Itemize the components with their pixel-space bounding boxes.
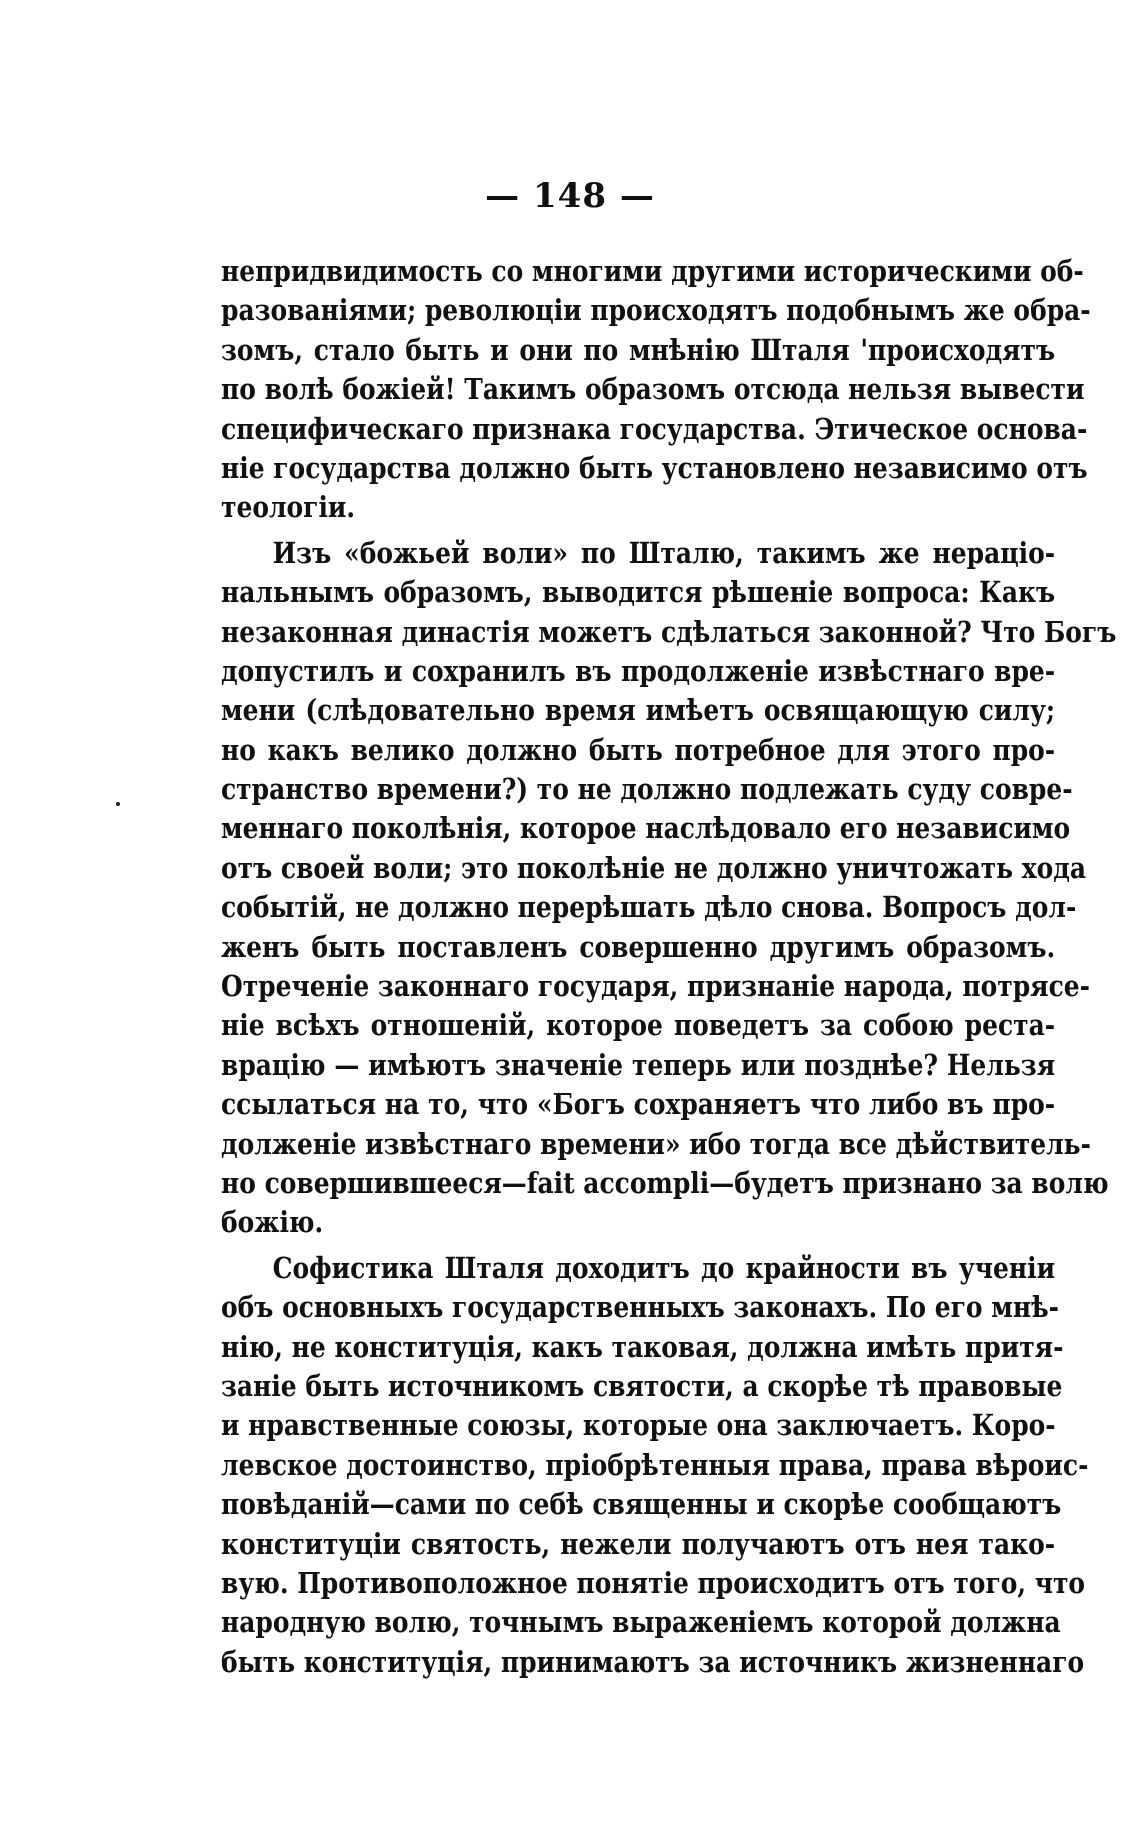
text-line: Отреченіе законнаго государя, признаніе народа, потрясе- xyxy=(221,969,1091,1004)
paragraph-3 xyxy=(221,1249,1089,1682)
text-line: разованіями; революціи происходятъ подобнымъ же обра- xyxy=(221,293,1091,328)
text-line: меннаго поколѣнія, которое наслѣдовало его независимо xyxy=(221,811,1071,846)
text-line: но какъ велико должно быть потребное для этого про- xyxy=(221,732,1056,767)
text-line: божію. xyxy=(221,1205,324,1240)
text-line: допустилъ и сохранилъ въ продолженіе извѣстнаго вре- xyxy=(221,653,1056,688)
text-line: объ основныхъ государственныхъ законахъ. По его мнѣ- xyxy=(221,1290,1060,1325)
text-line: быть конституція, принимаютъ за источникъ жизненнаго xyxy=(221,1644,1085,1679)
text-line: Софистика Шталя доходитъ до крайности въ ученіи xyxy=(272,1250,1056,1285)
text-line: и нравственные союзы, которые она заключаетъ. Коро- xyxy=(221,1408,1056,1443)
text-line: народную волю, точнымъ выраженіемъ которой должна xyxy=(221,1605,1061,1640)
text-line: теологіи. xyxy=(221,490,356,525)
text-line: непридвидимость со многими другими историческими об- xyxy=(221,254,1084,288)
text-line: но совершившееся—fait accompli—будетъ признано за волю xyxy=(221,1165,1109,1200)
text-line: специфическаго признака государства. Этическое основа- xyxy=(221,411,1088,446)
text-line: заніе быть источникомъ святости, а скорѣе тѣ правовые xyxy=(221,1368,1063,1403)
text-line: врацію — имѣютъ значеніе теперь или позднѣе? Нельзя xyxy=(221,1047,1056,1082)
text-line: мени (слѣдовательно время имѣетъ освящающую силу; xyxy=(221,693,1056,728)
text-line: Изъ «божьей воли» по Шталю, такимъ же нераціо- xyxy=(272,535,1056,570)
text-line: женъ быть поставленъ совершенно другимъ образомъ. xyxy=(221,929,1056,964)
text-line: ніе всѣхъ отношеній, которое поведетъ за собою реста- xyxy=(221,1008,1056,1043)
text-line: по волѣ божіей! Такимъ образомъ отсюда нельзя вывести xyxy=(221,372,1085,407)
text-line: вую. Противоположное понятіе происходитъ отъ того, что xyxy=(221,1565,1086,1600)
paragraph-2 xyxy=(221,534,1117,1243)
text-line: странство времени?) то не должно подлежать суду совре- xyxy=(221,772,1073,807)
text-line: нальнымъ образомъ, выводится рѣшеніе вопроса: Какъ xyxy=(221,575,1056,610)
text-line: левское достоинство, пріобрѣтенныя права, права вѣроис- xyxy=(221,1447,1089,1482)
text-line: отъ своей воли; это поколѣніе не должно уничтожать хода xyxy=(221,850,1087,885)
margin-mark xyxy=(116,802,120,806)
text-line: незаконная династія можетъ сдѣлаться законной? Что Богъ xyxy=(221,614,1117,649)
text-line: нію, не конституція, какъ таковая, должна имѣть притя- xyxy=(221,1329,1064,1364)
text-line: ніе государства должно быть установлено независимо отъ xyxy=(221,450,1088,485)
text-line: повѣданій—сами по себѣ священны и скорѣе сообщаютъ xyxy=(221,1487,1062,1522)
text-line: конституціи святость, нежели получаютъ отъ нея тако- xyxy=(221,1526,1056,1561)
text-line: зомъ, стало быть и они по мнѣнію Шталя 'происходятъ xyxy=(221,332,1056,367)
text-line: долженіе извѣстнаго времени» ибо тогда все дѣйствитель- xyxy=(221,1126,1091,1161)
text-line: событій, не должно перерѣшать дѣло снова. Вопросъ дол- xyxy=(221,890,1077,925)
page-number: — 148 — xyxy=(485,176,655,216)
paragraph-1 xyxy=(221,252,1091,528)
body-text xyxy=(221,252,1117,1682)
text-line: ссылаться на то, что «Богъ сохраняетъ что либо въ про- xyxy=(221,1087,1056,1122)
